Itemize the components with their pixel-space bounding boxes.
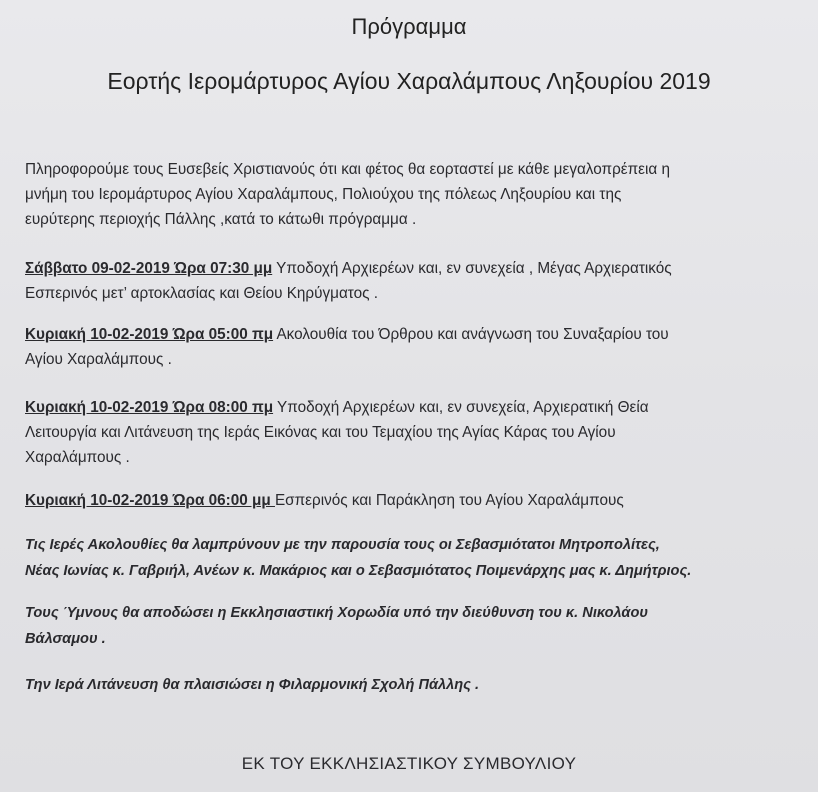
schedule-description: Υποδοχή Αρχιερέων και, εν συνεχεία, Αρχιερατική Θεία <box>273 399 649 416</box>
note-choir <box>25 600 805 652</box>
note-line: Τους Ύμνους θα αποδώσει η Εκκλησιαστική Χορωδία υπό την διεύθυνση του κ. Νικολάου <box>25 605 649 621</box>
schedule-description: Αγίου Χαραλάμπους . <box>25 351 172 368</box>
schedule-item-sunday-liturgy <box>25 395 805 470</box>
note-line: Νέας Ιωνίας κ. Γαβριήλ, Ανέων κ. Μακάριος και ο Σεβασμιότατος Ποιμενάρχης μας κ. Δημήτριος. <box>25 563 692 579</box>
footer-signature: ΕΚ ΤΟΥ ΕΚΚΛΗΣΙΑΣΤΙΚΟΥ ΣΥΜΒΟΥΛΙΟΥ <box>241 754 577 773</box>
schedule-datetime: Σάββατο 09-02-2019 Ώρα 07:30 μμ <box>25 260 273 277</box>
note-hierarchs <box>25 532 805 584</box>
schedule-description: Εσπερινός και Παράκληση του Αγίου Χαραλάμπους <box>274 492 624 509</box>
schedule-item-saturday-evening <box>25 256 805 306</box>
schedule-datetime: Κυριακή 10-02-2019 Ώρα 06:00 μμ <box>25 492 275 509</box>
page-title: Πρόγραμμα <box>351 14 467 39</box>
note-line: Βάλσαμου . <box>25 631 106 647</box>
schedule-description: Ακολουθία του Όρθρου και ανάγνωση του Συναξαρίου του <box>273 326 669 343</box>
intro-line: μνήμη του Ιερομάρτυρος Αγίου Χαραλάμπους, Πολιούχου της πόλεως Ληξουρίου και της <box>25 186 622 203</box>
intro-paragraph <box>25 157 805 232</box>
schedule-item-sunday-orthros <box>25 322 805 372</box>
schedule-description: Λειτουργία και Λιτάνευση της Ιεράς Εικόνας και του Τεμαχίου της Αγίας Κάρας του Αγίου <box>25 424 616 441</box>
schedule-description: Υποδοχή Αρχιερέων και, εν συνεχεία , Μέγας Αρχιερατικός <box>272 260 672 277</box>
schedule-datetime: Κυριακή 10-02-2019 Ώρα 05:00 πμ <box>25 326 274 343</box>
intro-line: Πληροφορούμε τους Ευσεβείς Χριστιανούς ότι και φέτος θα εορταστεί με κάθε μεγαλοπρέπεια η <box>25 161 670 178</box>
schedule-item-sunday-vespers <box>25 488 805 513</box>
intro-line: ευρύτερης περιοχής Πάλλης ,κατά το κάτωθι πρόγραμμα . <box>25 211 417 228</box>
schedule-datetime: Κυριακή 10-02-2019 Ώρα 08:00 πμ <box>25 399 274 416</box>
note-line: Τις Ιερές Ακολουθίες θα λαμπρύνουν με την παρουσία τους οι Σεβασμιότατοι Μητροπολίτες, <box>25 537 660 553</box>
note-line: Την Ιερά Λιτάνευση θα πλαισιώσει η Φιλαρμονική Σχολή Πάλλης . <box>25 677 480 693</box>
schedule-description: Χαραλάμπους . <box>25 449 130 466</box>
page-subtitle: Εορτής Ιερομάρτυρος Αγίου Χαραλάμπους Ληξουρίου 2019 <box>107 68 711 94</box>
schedule-description: Εσπερινός μετ’ αρτοκλασίας και Θείου Κηρύγματος . <box>25 285 379 302</box>
note-band <box>25 673 805 698</box>
